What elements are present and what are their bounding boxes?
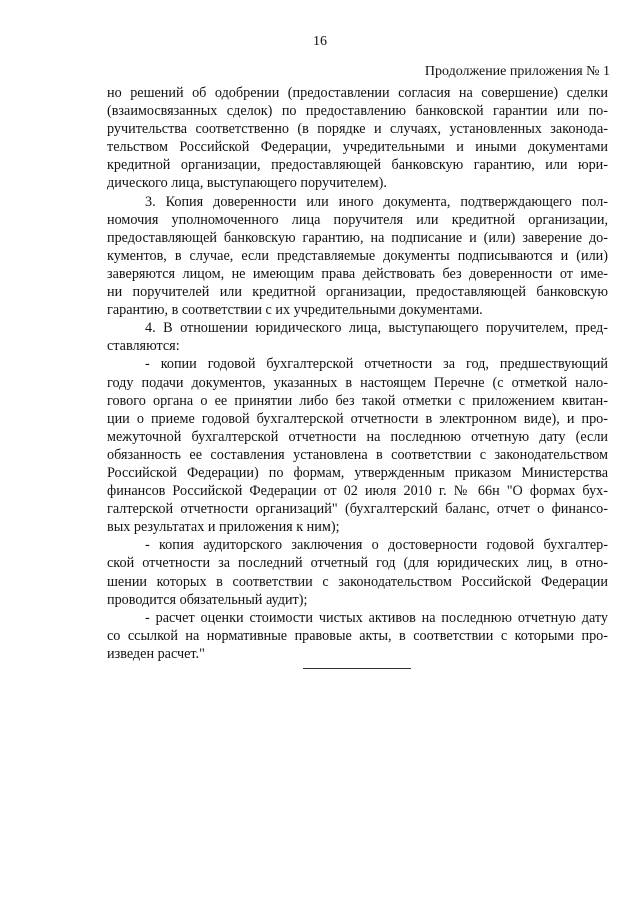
text-line: вых результатах и приложения к ним);	[107, 519, 340, 536]
text-line: кументов, в случае, если представляемые документы подписываются и (или)	[107, 247, 608, 264]
text-line: со ссылкой на нормативные правовые акты, в соответствии с которыми про-	[107, 627, 608, 644]
end-separator-line	[303, 668, 411, 669]
text-line: Российской Федерации) по формам, утвержденным приказом Министерства	[107, 464, 608, 481]
paragraph-item-3	[107, 193, 608, 320]
text-line: финансов Российской Федерации от 02 июля 2010 г. № 66н "О формах бух-	[107, 483, 608, 500]
paragraph-bullet-net-assets	[107, 609, 608, 663]
text-line: тельством Российской Федерации, учредительными и иными документами	[107, 139, 608, 156]
text-line: 4. В отношении юридического лица, выступающего поручителем, пред-	[145, 320, 608, 337]
text-line: - расчет оценки стоимости чистых активов на последнюю отчетную дату	[145, 609, 608, 626]
paragraph-continuation	[107, 84, 608, 193]
appendix-continuation-note: Продолжение приложения № 1	[424, 64, 610, 79]
text-line: кредитной организации, предоставляющей банковскую гарантию, или юри-	[107, 157, 608, 174]
paragraph-bullet-audit-report	[107, 536, 608, 608]
text-line: году подачи документов, указанных в настоящем Перечне (с отметкой нало-	[107, 374, 608, 391]
text-line: шении которых в соответствии с законодательством Российской Федерации	[107, 573, 608, 590]
text-line: ции о приеме годовой бухгалтерской отчетности в электронном виде), и про-	[107, 410, 608, 427]
text-line: - копия аудиторского заключения о достоверности годовой бухгалтер-	[145, 537, 608, 554]
text-line: ской отчетности за последний отчетный год (для юридических лиц, в отно-	[107, 555, 608, 572]
text-line: дического лица, выступающего поручителем).	[107, 175, 387, 192]
text-line: ни поручителей или кредитной организации, предоставляющей банковскую	[107, 284, 608, 301]
text-line: межуточной бухгалтерской отчетности на последнюю отчетную дату (если	[107, 428, 608, 445]
document-body	[107, 84, 608, 663]
text-line: ставляются:	[107, 338, 180, 355]
text-line: (взаимосвязанных сделок) по предоставлению банковской гарантии или по-	[107, 103, 608, 120]
text-line: галтерской отчетности организаций" (бухгалтерский баланс, отчет о финансо-	[107, 501, 608, 518]
paragraph-item-4	[107, 319, 608, 355]
text-line: изведен расчет."	[107, 645, 205, 662]
text-line: гарантию, в соответствии с их учредительными документами.	[107, 302, 483, 319]
text-line: заверяются лицом, не имеющим права действовать без доверенности от име-	[107, 265, 608, 282]
page-number: 16	[313, 34, 327, 49]
text-line: гового органа о ее принятии либо без такой отметки с приложением квитан-	[107, 392, 608, 409]
text-line: обязанность ее составления установлена в соответствии с законодательством	[107, 446, 608, 463]
text-line: - копии годовой бухгалтерской отчетности за год, предшествующий	[145, 356, 608, 373]
text-line: номочия уполномоченного лица поручителя или кредитной организации,	[107, 211, 608, 228]
text-line: проводится обязательный аудит);	[107, 591, 308, 608]
text-line: ручительства соответственно (в порядке и случаях, установленных законода-	[107, 121, 608, 138]
paragraph-bullet-financial-statements	[107, 355, 608, 536]
text-line: но решений об одобрении (предоставлении согласия на совершение) сделки	[107, 85, 608, 101]
text-line: предоставляющей банковскую гарантию, на подписание и (или) заверение до-	[107, 229, 608, 246]
text-line: 3. Копия доверенности или иного документа, подтверждающего пол-	[145, 193, 608, 210]
